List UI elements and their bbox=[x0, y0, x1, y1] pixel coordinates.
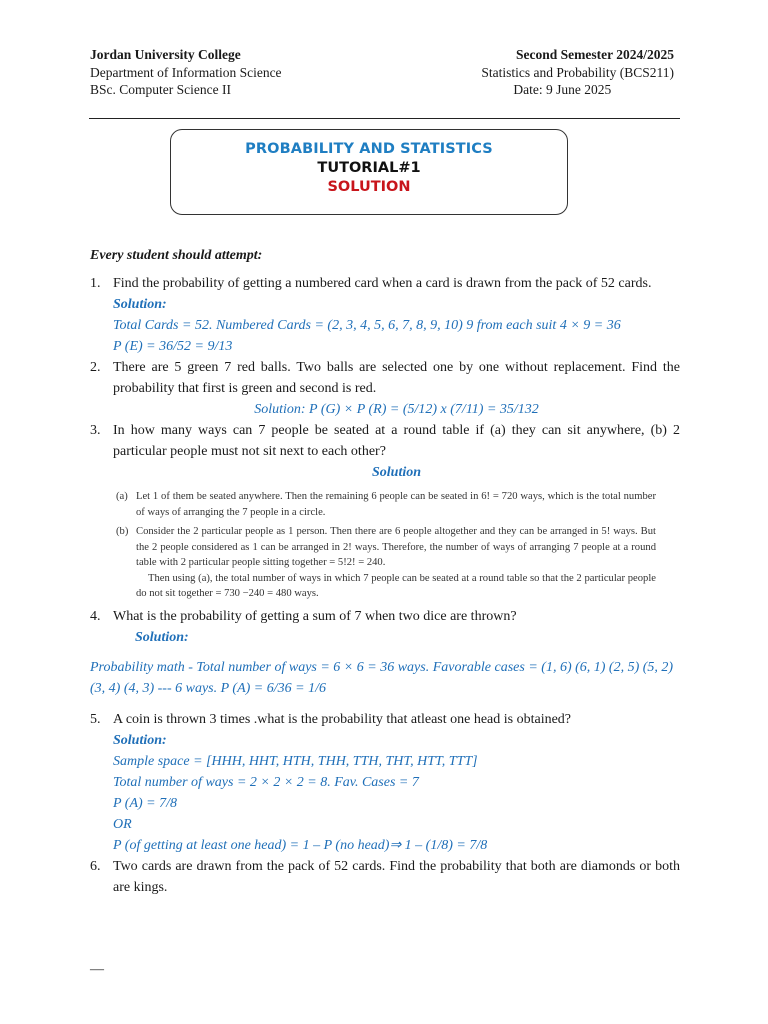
solution-paragraph: Probability math - Total number of ways = 6 × 6 = 36 ways. Favorable cases = (1, 6) (6, 1) (2, 5) (5, 2) (3, 4) (4, 3) --- 6 ways. P (A) = 6/36 = 1/6 bbox=[90, 659, 674, 696]
question-1 bbox=[90, 273, 680, 357]
solution-line: P (of getting at least one head) = 1 – P (no head)⇒ 1 – (1/8) = 7/8 bbox=[113, 837, 488, 853]
solution-line: Total number of ways = 2 × 2 × 2 = 8. Fav. Cases = 7 bbox=[113, 774, 419, 790]
content bbox=[90, 245, 680, 898]
question-5 bbox=[90, 709, 680, 856]
question-text: In how many ways can 7 people be seated at a round table if (a) they can sit anywhere, (b) 2 particular people must not sit next to each other? bbox=[113, 423, 680, 459]
course: Statistics and Probability (BCS211) bbox=[481, 64, 674, 80]
solution-line: OR bbox=[113, 816, 132, 832]
question-text: Find the probability of getting a numbered card when a card is drawn from the pack of 52 cards. bbox=[113, 276, 652, 291]
tutorial-label: TUTORIAL#1 bbox=[317, 160, 421, 176]
solution-image bbox=[116, 489, 656, 602]
question-text: A coin is thrown 3 times .what is the probability that atleast one head is obtained? bbox=[113, 711, 572, 727]
header-right bbox=[481, 46, 674, 99]
part-text: Consider the 2 particular people as 1 person. Then there are 6 people altogether and they can be arranged in 5! ways. But the 2 people considered as 1 can be arranged in 2! ways. Therefore, the number of ways of arranging 7 people at a round table with 2 particular people sitting together = 5!2! = 240. bbox=[136, 526, 656, 568]
solution-heading: Solution: bbox=[113, 732, 167, 748]
question-3 bbox=[90, 420, 680, 606]
footer-mark: — bbox=[90, 962, 104, 977]
question-number: 2. bbox=[90, 360, 101, 375]
part-text: Let 1 of them be seated anywhere. Then the remaining 6 people can be seated in 6! = 720 ways, which is the total number of ways of arranging the 7 people in a circle. bbox=[136, 491, 656, 518]
solution-line: P (A) = 7/8 bbox=[113, 795, 178, 811]
question-text: There are 5 green 7 red balls. Two balls are selected one by one without replacement. Find the probability that first is green and second is red. bbox=[113, 360, 680, 396]
solution-line: P (E) = 36/52 = 9/13 bbox=[113, 339, 233, 354]
college-name: Jordan University College bbox=[90, 47, 241, 62]
question-text: Two cards are drawn from the pack of 52 cards. Find the probability that both are diamonds or both are kings. bbox=[113, 858, 680, 895]
intro-text: Every student should attempt: bbox=[90, 248, 263, 263]
header-left bbox=[90, 46, 282, 99]
question-2 bbox=[90, 357, 680, 420]
solution-line: Sample space = [HHH, HHT, HTH, THH, TTH, THT, HTT, TTT] bbox=[113, 753, 478, 769]
question-number: 5. bbox=[90, 711, 101, 727]
question-4 bbox=[90, 606, 680, 648]
program: BSc. Computer Science II bbox=[90, 82, 231, 97]
question-number: 4. bbox=[90, 608, 101, 624]
solution-label: SOLUTION bbox=[327, 179, 411, 195]
question-number: 1. bbox=[90, 276, 101, 291]
semester: Second Semester 2024/2025 bbox=[516, 47, 674, 62]
question-6 bbox=[90, 856, 680, 898]
title-box bbox=[170, 129, 568, 215]
solution-line: Solution: P (G) × P (R) = (5/12) x (7/11) = 35/132 bbox=[254, 402, 539, 417]
question-number: 3. bbox=[90, 423, 101, 438]
header-divider bbox=[89, 118, 680, 119]
solution-line: Total Cards = 52. Numbered Cards = (2, 3, 4, 5, 6, 7, 8, 9, 10) 9 from each suit 4 × 9 = 36 bbox=[113, 318, 621, 333]
department: Department of Information Science bbox=[90, 64, 282, 80]
date: Date: 9 June 2025 bbox=[513, 82, 612, 97]
solution-heading: Solution bbox=[371, 465, 422, 480]
solution-heading: Solution: bbox=[135, 629, 189, 645]
question-text: What is the probability of getting a sum of 7 when two dice are thrown? bbox=[113, 608, 517, 624]
doc-title: PROBABILITY AND STATISTICS bbox=[245, 141, 493, 157]
part-label: (b) bbox=[116, 526, 129, 537]
question-number: 6. bbox=[90, 858, 101, 874]
part-text: Then using (a), the total number of ways in which 7 people can be seated at a round table so that the 2 particular people do not sit together = 730 −240 = 480 ways. bbox=[136, 572, 656, 599]
solution-heading: Solution: bbox=[113, 297, 167, 312]
part-label: (a) bbox=[116, 491, 128, 502]
